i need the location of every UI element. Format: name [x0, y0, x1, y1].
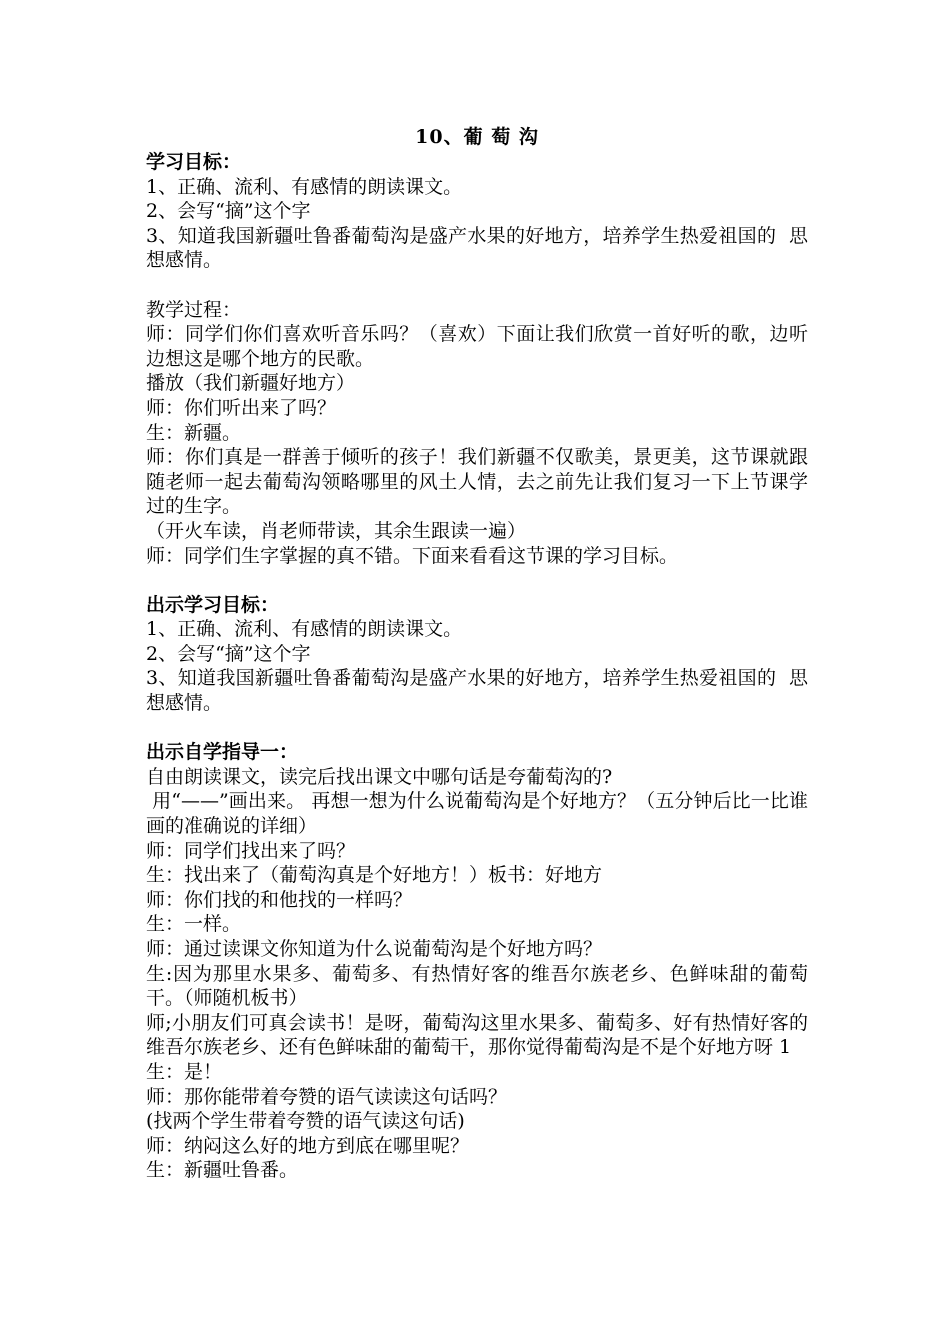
dialogue-line: 师：通过读课文你知道为什么说葡萄沟是个好地方吗？	[146, 938, 603, 960]
learning-goal-item: 2、会写“摘”这个字	[146, 642, 311, 665]
dialogue-line: 用“——”画出来。 再想一想为什么说葡萄沟是个好地方？（五分钟后比一比谁画的准确说的详细）	[146, 790, 809, 838]
dialogue-line: 师：同学们你们喜欢听音乐吗？（喜欢）下面让我们欣赏一首好听的歌，边听边想这是哪个地方的民歌。	[146, 323, 808, 370]
dialogue-line: （开火车读，肖老师带读，其余生跟读一遍）	[146, 519, 527, 542]
dialogue-line: 自由朗读课文，读完后找出课文中哪句话是夸葡萄沟的?	[146, 765, 613, 788]
learning-goal-item: 3、知道我国新疆吐鲁番葡萄沟是盛产水果的好地方，培养学生热爱祖国的 思想感情。	[146, 667, 808, 715]
dialogue-line: 师：纳闷这么好的地方到底在哪里呢？	[146, 1134, 470, 1157]
teaching-process-section	[146, 298, 808, 569]
dialogue-line: 师：那你能带着夸赞的语气读读这句话吗？	[146, 1085, 508, 1108]
dialogue-line: 生：新疆吐鲁番。	[146, 1159, 299, 1182]
lesson-title: 10、葡 萄 沟	[415, 126, 539, 148]
dialogue-line: (找两个学生带着夸赞的语气读这句话)	[146, 1110, 465, 1133]
dialogue-line: 生：新疆。	[146, 421, 242, 444]
self-study-guide-heading: 出示自学指导一：	[146, 741, 299, 764]
dialogue-line: 师：同学们生字掌握的真不错。下面来看看这节课的学习目标。	[146, 544, 679, 567]
dialogue-line: 师：同学们找出来了吗？	[146, 839, 356, 862]
dialogue-line: 生：一样。	[146, 913, 242, 936]
self-study-guide-section	[146, 740, 808, 1183]
dialogue-line: 师：你们听出来了吗？	[146, 396, 337, 419]
dialogue-line: 播放（我们新疆好地方）	[146, 372, 356, 395]
learning-goal-item: 3、知道我国新疆吐鲁番葡萄沟是盛产水果的好地方，培养学生热爱祖国的 思想感情。	[146, 224, 808, 272]
dialogue-line: 生:因为那里水果多、葡萄多、有热情好客的维吾尔族老乡、色鲜味甜的葡萄干。（师随机板书）	[146, 962, 808, 1010]
blank-line	[146, 273, 808, 298]
teaching-process-heading: 教学过程：	[146, 298, 242, 321]
blank-line	[146, 716, 808, 741]
document-page	[146, 124, 808, 1183]
learning-goal-item: 2、会写“摘”这个字	[146, 200, 311, 223]
show-goals-heading: 出示学习目标：	[146, 593, 280, 616]
learning-goal-item: 1、正确、流利、有感情的朗读课文。	[146, 175, 463, 198]
dialogue-line: 生：找出来了（葡萄沟真是个好地方！）板书：好地方	[146, 864, 603, 887]
learning-goals-section	[146, 150, 808, 273]
dialogue-line: 生：是！	[146, 1060, 223, 1083]
dialogue-line: 师;小朋友们可真会读书！是呀，葡萄沟这里水果多、葡萄多、好有热情好客的维吾尔族老乡、还有色鲜味甜的葡萄干，那你觉得葡萄沟是不是个好地方呀 1	[146, 1011, 808, 1059]
show-goals-section	[146, 593, 808, 716]
learning-goals-heading: 学习目标：	[146, 151, 242, 173]
dialogue-line: 师：你们找的和他找的一样吗？	[146, 888, 413, 911]
learning-goal-item: 1、正确、流利、有感情的朗读课文。	[146, 618, 463, 641]
blank-line	[146, 568, 808, 593]
dialogue-line: 师：你们真是一群善于倾听的孩子！我们新疆不仅歌美，景更美，这节课就跟随老师一起去葡萄沟领略哪里的风土人情，去之前先让我们复习一下上节课学过的生字。	[146, 446, 808, 518]
